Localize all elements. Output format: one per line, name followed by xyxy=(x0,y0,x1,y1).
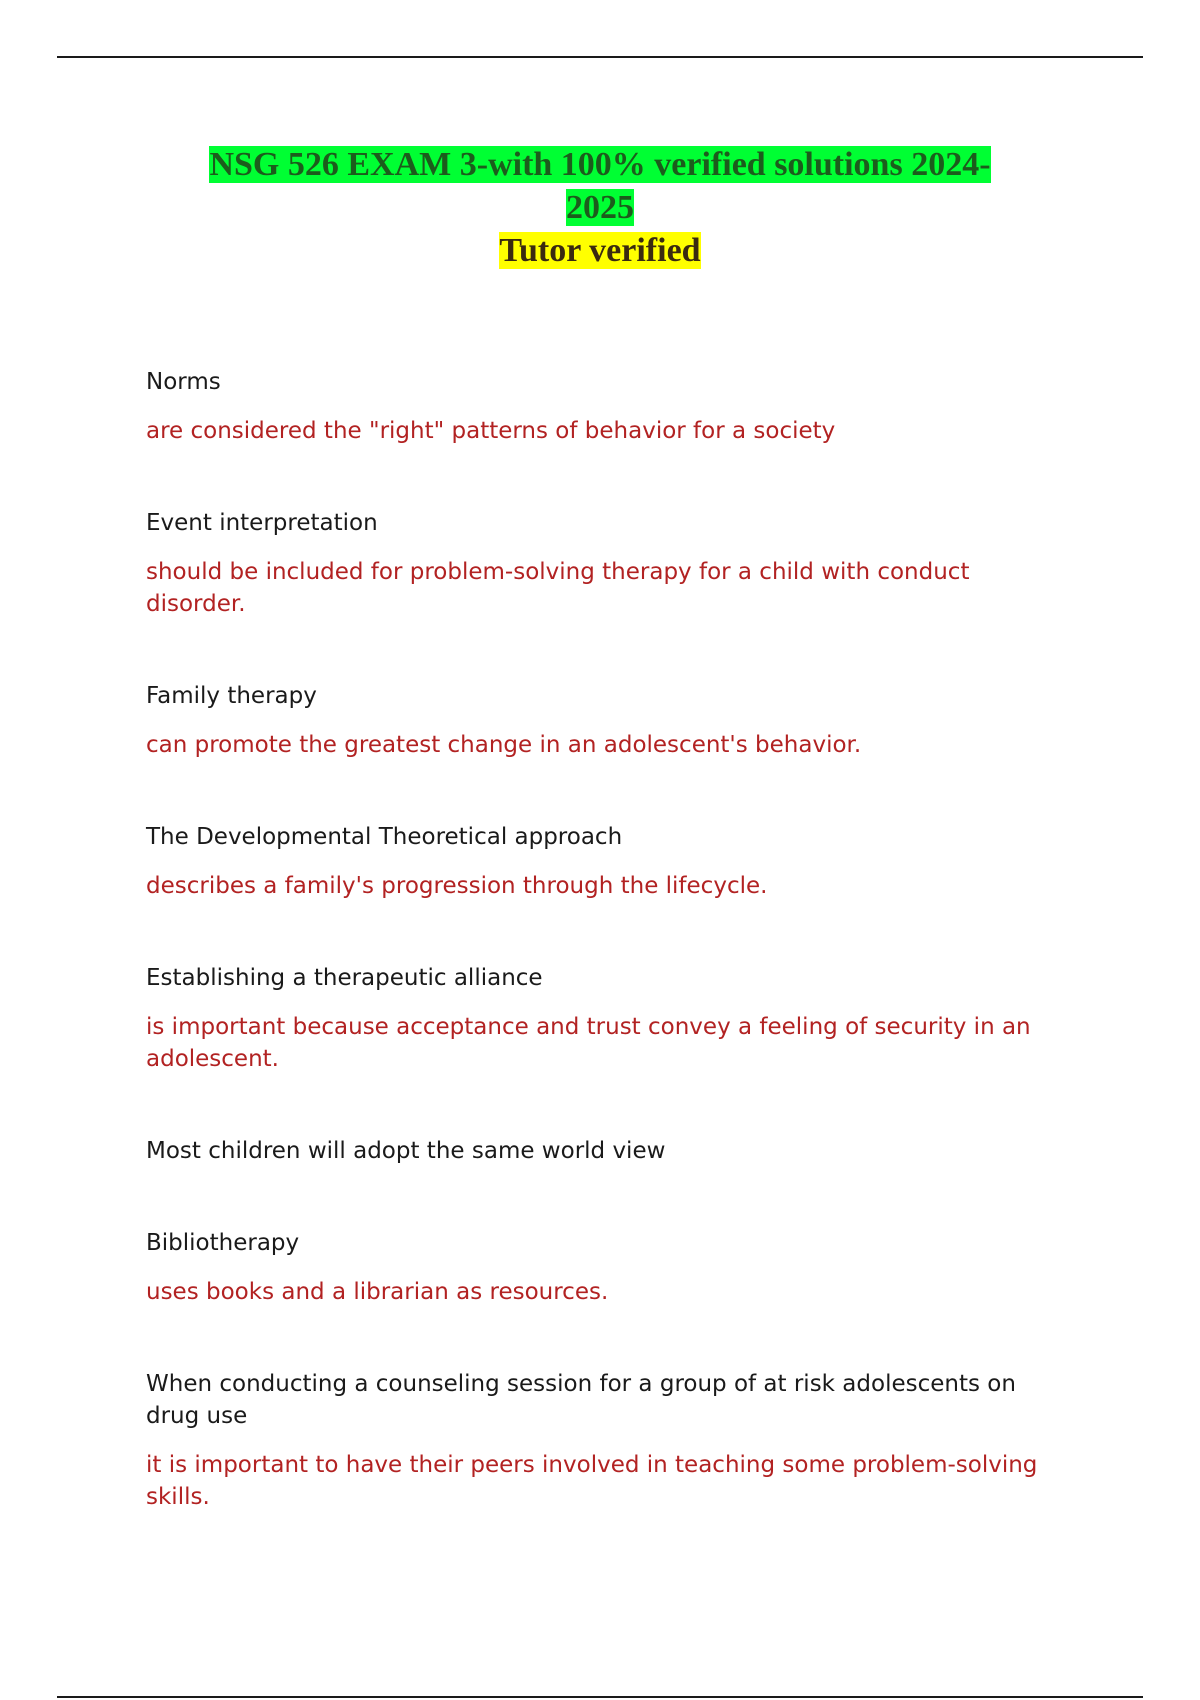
bottom-divider xyxy=(57,1696,1143,1698)
title-line-1: NSG 526 EXAM 3-with 100% verified solutions 2024- xyxy=(209,146,991,183)
qa-list xyxy=(146,366,1056,1573)
question-text: Bibliotherapy xyxy=(146,1230,300,1256)
title-line-2: 2025 xyxy=(566,189,634,226)
question-text: The Developmental Theoretical approach xyxy=(146,824,623,850)
answer-text: describes a family's progression through the lifecycle. xyxy=(146,873,768,899)
qa-item xyxy=(146,1227,1056,1308)
question-text: Most children will adopt the same world view xyxy=(146,1138,666,1164)
question-text: When conducting a counseling session for a group of at risk adolescents on drug use xyxy=(146,1371,1016,1429)
question-text: Family therapy xyxy=(146,683,317,709)
question-text: Establishing a therapeutic alliance xyxy=(146,965,543,991)
subtitle: Tutor verified xyxy=(499,232,701,269)
answer-text: should be included for problem-solving therapy for a child with conduct disorder. xyxy=(146,559,970,617)
answer-text: are considered the "right" patterns of behavior for a society xyxy=(146,418,836,444)
top-divider xyxy=(57,56,1143,58)
qa-item xyxy=(146,1135,1056,1167)
qa-item xyxy=(146,821,1056,902)
answer-text: it is important to have their peers involved in teaching some problem-solving skills. xyxy=(146,1452,1038,1510)
answer-text: is important because acceptance and trust convey a feeling of security in an adolescent. xyxy=(146,1014,1031,1072)
answer-text: can promote the greatest change in an adolescent's behavior. xyxy=(146,732,862,758)
answer-text: uses books and a librarian as resources. xyxy=(146,1279,609,1305)
qa-item xyxy=(146,507,1056,620)
document-title xyxy=(0,143,1200,272)
qa-item xyxy=(146,680,1056,761)
qa-item xyxy=(146,1368,1056,1513)
qa-item xyxy=(146,366,1056,447)
qa-item xyxy=(146,962,1056,1075)
question-text: Event interpretation xyxy=(146,510,378,536)
question-text: Norms xyxy=(146,369,221,395)
